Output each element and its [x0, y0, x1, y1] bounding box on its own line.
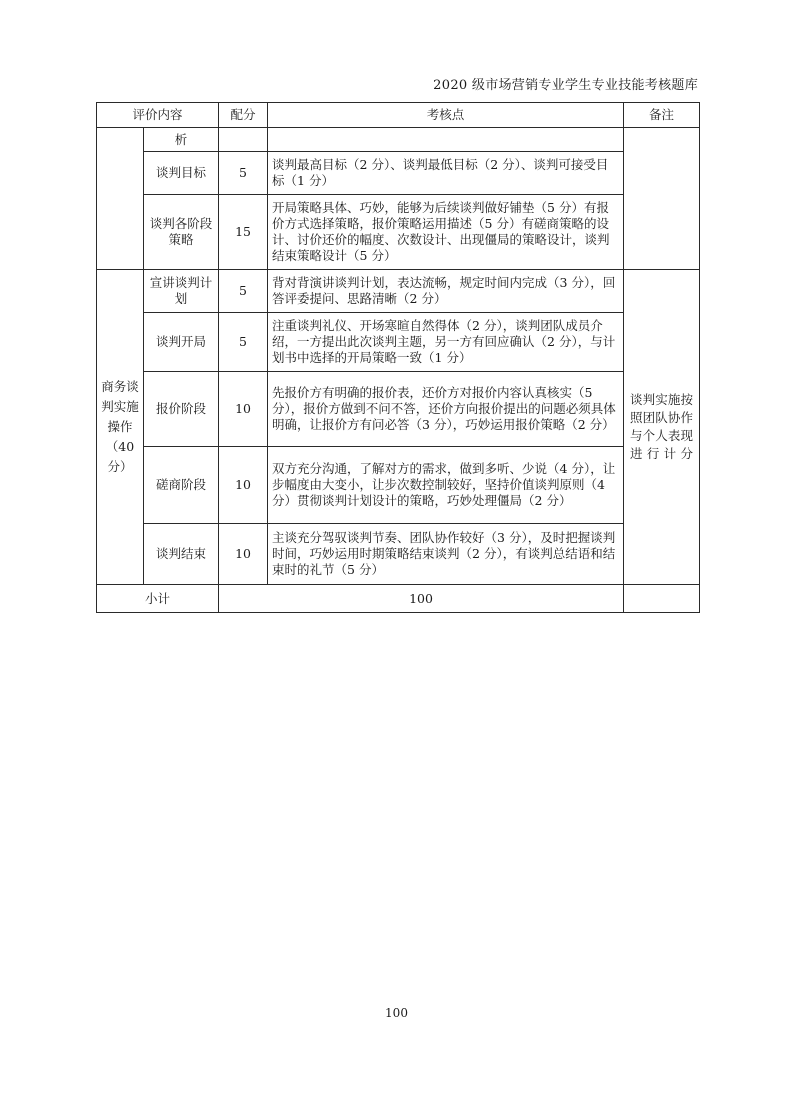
- score-cell: 5: [219, 313, 268, 372]
- item-cell: 谈判开局: [144, 313, 219, 372]
- table-row: [97, 372, 700, 447]
- section-name-cell: 商务谈判实施操作（40分）: [97, 270, 144, 585]
- table-header-row: [97, 103, 700, 128]
- col-header-content: 评价内容: [97, 103, 219, 128]
- table-row: [97, 447, 700, 524]
- table-row: [97, 524, 700, 585]
- item-cell: 宣讲谈判计划: [144, 270, 219, 313]
- evaluation-table: [96, 102, 700, 613]
- item-cell: 谈判结束: [144, 524, 219, 585]
- score-cell: 10: [219, 372, 268, 447]
- col-header-points: 考核点: [268, 103, 624, 128]
- page-number: 100: [385, 1006, 408, 1020]
- points-cell: 开局策略具体、巧妙，能够为后续谈判做好铺垫（5 分）有报价方式选择策略，报价策略运用描述（5 分）有磋商策略的设计、讨价还价的幅度、次数设计、出现僵局的策略设计，谈判结束策略设计（5 分）: [268, 195, 624, 270]
- item-cell: 析: [144, 128, 219, 152]
- points-cell: 先报价方有明确的报价表，还价方对报价内容认真核实（5分），报价方做到不问不答，还价方向报价提出的问题必须具体明确，让报价方有问必答（3 分），巧妙运用报价策略（2 分）: [268, 372, 624, 447]
- remark-cell: [624, 128, 700, 270]
- item-cell: 谈判各阶段策略: [144, 195, 219, 270]
- points-cell: 注重谈判礼仪、开场寒暄自然得体（2 分），谈判团队成员介绍，一方提出此次谈判主题，另一方有回应确认（2 分），与计划书中选择的开局策略一致（1 分）: [268, 313, 624, 372]
- subtotal-label: 小计: [97, 585, 219, 613]
- points-cell: 主谈充分驾驭谈判节奏、团队协作较好（3 分），及时把握谈判时间，巧妙运用时期策略结束谈判（2 分），有谈判总结语和结束时的礼节（5 分）: [268, 524, 624, 585]
- points-cell: 背对背演讲谈判计划，表达流畅，规定时间内完成（3 分），回答评委提问、思路清晰（2 分）: [268, 270, 624, 313]
- section-remark-cell: 谈判实施按照团队协作与个人表现进行计分: [624, 270, 700, 585]
- item-cell: 谈判目标: [144, 152, 219, 195]
- document-header: 2020 级市场营销专业学生专业技能考核题库: [433, 78, 698, 93]
- score-cell: 5: [219, 152, 268, 195]
- table-row: [97, 270, 700, 313]
- subtotal-value: 100: [219, 585, 624, 613]
- score-cell: 5: [219, 270, 268, 313]
- score-cell: 15: [219, 195, 268, 270]
- col-header-remark: 备注: [624, 103, 700, 128]
- item-cell: 报价阶段: [144, 372, 219, 447]
- item-cell: 磋商阶段: [144, 447, 219, 524]
- points-cell: 双方充分沟通，了解对方的需求，做到多听、少说（4 分），让步幅度由大变小，让步次数控制较好，坚持价值谈判原则（4 分）贯彻谈判计划设计的策略，巧妙处理僵局（2 分）: [268, 447, 624, 524]
- score-cell: 10: [219, 447, 268, 524]
- col-header-score: 配分: [219, 103, 268, 128]
- prev-section-cell: [97, 128, 144, 270]
- table-row: [97, 152, 700, 195]
- table-row: [97, 313, 700, 372]
- table-row: [97, 195, 700, 270]
- points-cell: 谈判最高目标（2 分）、谈判最低目标（2 分）、谈判可接受目标（1 分）: [268, 152, 624, 195]
- score-cell: 10: [219, 524, 268, 585]
- table-row: [97, 128, 700, 152]
- subtotal-row: [97, 585, 700, 613]
- points-cell: [268, 128, 624, 152]
- score-cell: [219, 128, 268, 152]
- subtotal-remark-cell: [624, 585, 700, 613]
